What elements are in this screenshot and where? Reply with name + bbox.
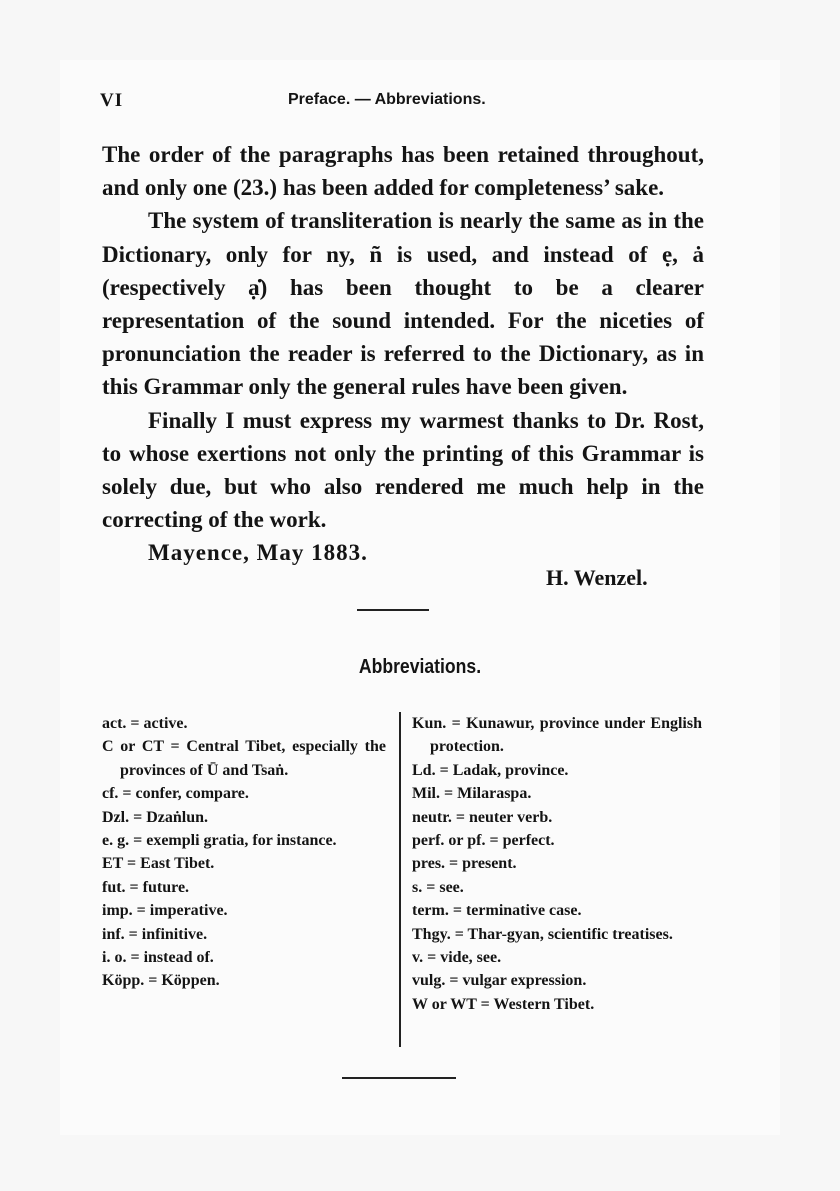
abbreviation-entry: s. = see. [412, 878, 464, 896]
abbreviation-entry: C or CT = Central Tibet, especially the provinces of Ū and Tsaṅ. [102, 738, 386, 779]
preface-paragraph-2: The system of transliteration is nearly the same as in the Dictionary, only for ny, ñ is used, and instead of ẹ, ȧ (respectively ạ̇) has been thought to be a clearer representation of the sound intended. For the niceties of pronunciation the reader is referred to the Dictionary, as in this Grammar only the general rules have been given. [102, 208, 704, 400]
abbreviation-entry: fut. = future. [102, 878, 190, 896]
abbreviation-entry: Köpp. = Köppen. [102, 972, 220, 990]
abbreviation-entry: vulg. = vulgar expression. [412, 972, 587, 990]
abbreviation-entry: Thgy. = Thar-gyan, scientific treatises. [412, 925, 673, 943]
abbreviation-entry: Mil. = Milaraspa. [412, 785, 532, 803]
abbreviation-entry: Ld. = Ladak, province. [412, 761, 569, 779]
running-title: Preface. — Abbreviations. [288, 91, 486, 108]
abbreviation-entry: imp. = imperative. [102, 902, 228, 920]
abbreviation-entry: ET = East Tibet. [102, 855, 215, 873]
abbreviation-entry: pres. = present. [412, 855, 517, 873]
page-number: VI [100, 90, 124, 111]
preface-paragraph-3: Finally I must express my warmest thanks to Dr. Rost, to whose exertions not only the printing of this Grammar is solely due, but who also rendered me much help in the correcting of the work. [102, 407, 704, 533]
section-rule-top [357, 609, 429, 611]
abbreviation-entry: i. o. = instead of. [102, 949, 214, 967]
abbreviation-entry: Dzl. = Dzaṅlun. [102, 808, 209, 826]
preface-text [102, 138, 704, 536]
column-divider [399, 712, 401, 1047]
abbreviation-entry: neutr. = neuter verb. [412, 808, 553, 826]
abbreviation-entry: e. g. = exempli gratia, for instance. [102, 832, 337, 850]
preface-paragraph-1: The order of the paragraphs has been retained throughout, and only one (23.) has been added for completeness’ sake. [102, 142, 704, 201]
abbreviation-entry: cf. = confer, compare. [102, 785, 249, 803]
running-head [100, 90, 740, 114]
abbreviation-entry: Kun. = Kunawur, province under English protection. [412, 715, 702, 756]
section-rule-bottom [342, 1077, 456, 1079]
abbreviations-heading: Abbreviations. [358, 656, 482, 678]
place-and-date: Mayence, May 1883. [148, 540, 368, 565]
author-signature: H. Wenzel. [546, 565, 648, 590]
abbreviations-left-column [102, 712, 386, 993]
abbreviations-right-column [412, 712, 702, 1016]
abbreviation-entry: inf. = infinitive. [102, 925, 208, 943]
abbreviation-entry: perf. or pf. = perfect. [412, 832, 555, 850]
abbreviation-entry: term. = terminative case. [412, 902, 582, 920]
abbreviation-entry: act. = active. [102, 715, 188, 732]
abbreviation-entry: W or WT = Western Tibet. [412, 995, 595, 1013]
abbreviation-entry: v. = vide, see. [412, 949, 502, 967]
